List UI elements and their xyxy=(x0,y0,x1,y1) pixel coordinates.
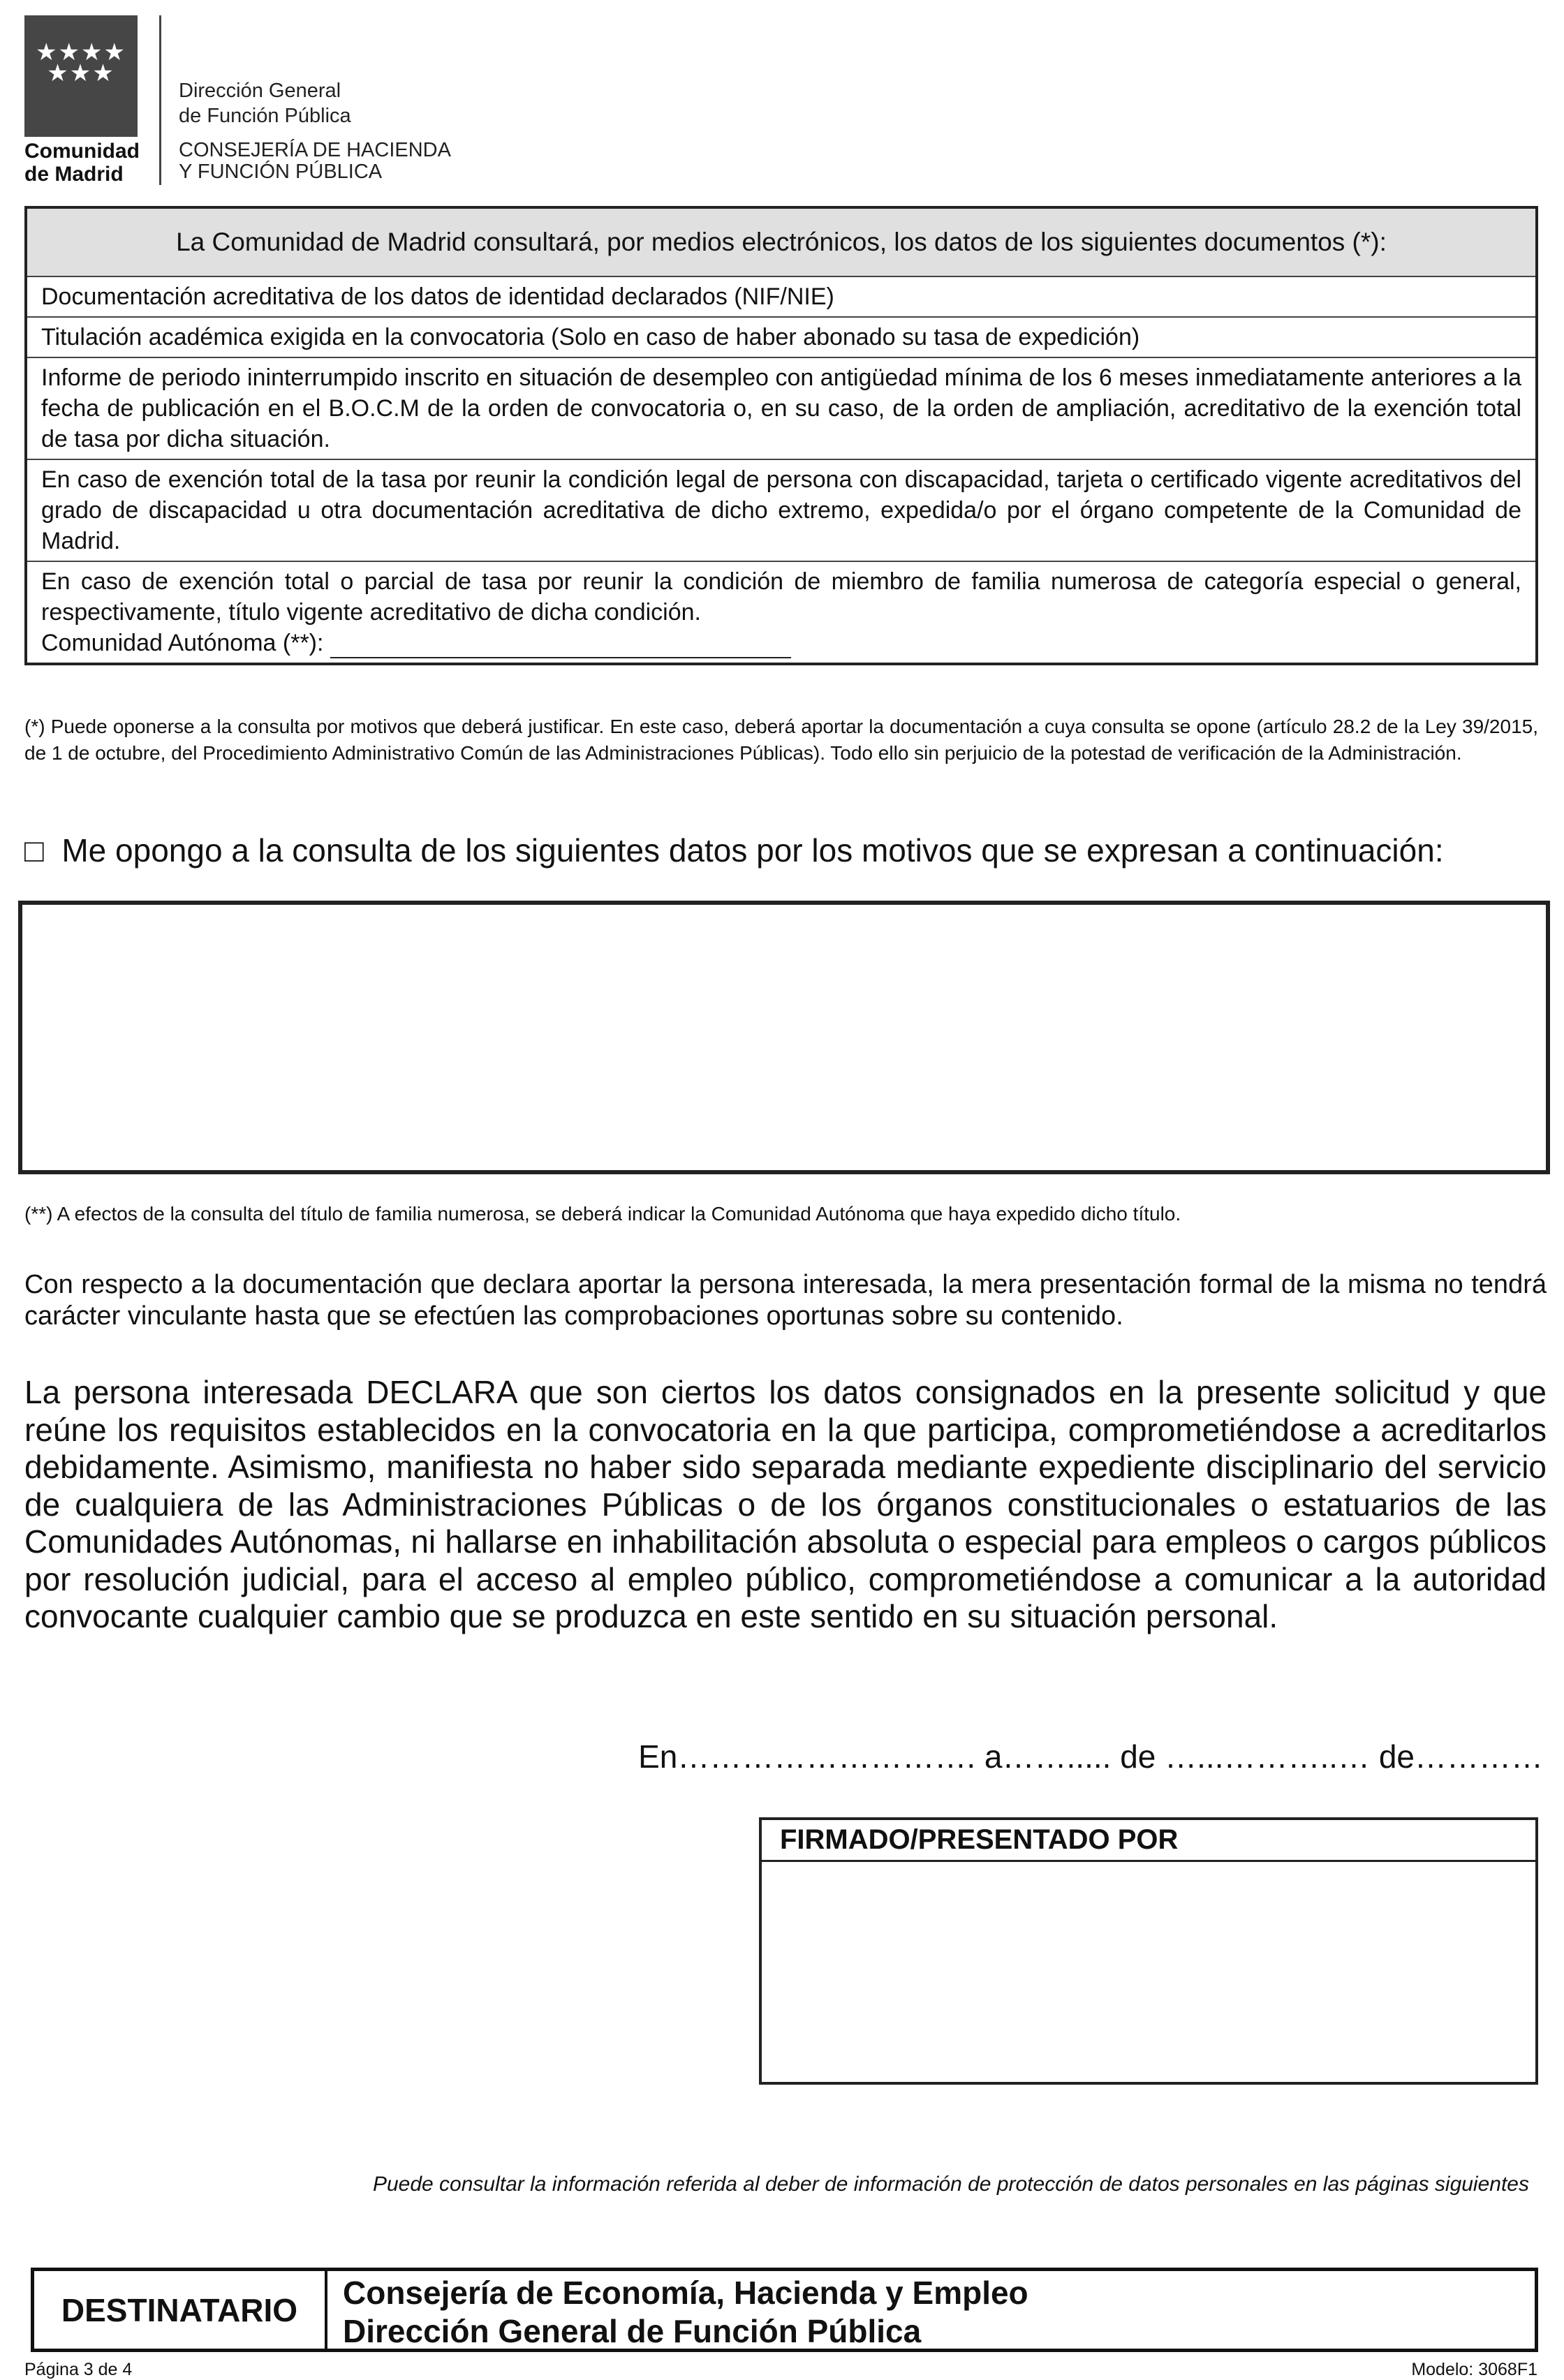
recipient-value xyxy=(327,2271,1028,2349)
page-number: Página 3 de 4 xyxy=(24,2360,133,2379)
recipient-line2: Dirección General de Función Pública xyxy=(343,2313,922,2349)
dept-line1: Dirección General xyxy=(179,80,341,102)
logo-line1: Comunidad xyxy=(24,140,140,163)
ccaa-label: Comunidad Autónoma (**): xyxy=(41,630,324,656)
documentation-notice: Con respecto a la documentación que declara aportar la persona interesada, la mera presentación formal de la misma no tendrá carácter vinculante hasta que se efectúen las comprobaciones oportunas sobre su contenido. xyxy=(24,1270,1547,1331)
place-date-field[interactable]: En………………………. a……..... de …...………..… de………… xyxy=(638,1738,1543,1775)
privacy-note: Puede consultar la información referida al deber de información de protección de datos personales en las páginas siguientes xyxy=(372,2173,1529,2196)
logo-divider xyxy=(159,15,161,185)
ccaa-input[interactable] xyxy=(330,633,791,658)
table-row: Informe de periodo ininterrumpido inscrito en situación de desempleo con antigüedad mínima de los 6 meses inmediatamente anteriores a la fecha de publicación en el B.O.C.M de la orden de convocatoria o, en su caso, de la orden de ampliación, acreditativo de la exención total de tasa por dicha situación. xyxy=(26,357,1537,459)
cons-line1: CONSEJERÍA DE HACIENDA xyxy=(179,139,451,161)
declaration-text: La persona interesada DECLARA que son ciertos los datos consignados en la presente solicitud y que reúne los requisitos establecidos en la convocatoria en la que participa, comprometiéndose a acreditarlos debidamente. Asimismo, manifiesta no haber sido separada mediante expediente disciplinario del servicio de cualquiera de las Administraciones Públicas o de los órganos constitucionales o estatuarios de las Comunidades Autónomas, ni hallarse en inhabilitación absoluta o especial para empleos o cargos públicos por resolución judicial, para el acceso al empleo público, comprometiéndose a comunicar a la autoridad convocante cualquier cambio que se produzca en este sentido en su situación personal. xyxy=(24,1374,1547,1634)
logo-text xyxy=(24,140,140,186)
signature-header: FIRMADO/PRESENTADO POR xyxy=(762,1820,1535,1862)
dept-line2: de Función Pública xyxy=(179,105,351,127)
cons-line2: Y FUNCIÓN PÚBLICA xyxy=(179,161,383,183)
oppose-label: Me opongo a la consulta de los siguientes datos por los motivos que se expresan a continuación: xyxy=(61,832,1444,869)
table-row: En caso de exención total de la tasa por reunir la condición legal de persona con discapacidad, tarjeta o certificado vigente acreditativos del grado de discapacidad u otra documentación acreditativa de dicho extremo, expedida/o por el órgano competente de la Comunidad de Madrid. xyxy=(26,459,1537,561)
family-text: En caso de exención total o parcial de tasa por reunir la condición de miembro de familia numerosa de categoría especial o general, respectivamente, título vigente acreditativo de dicha condición. xyxy=(41,568,1521,626)
recipient-label: DESTINATARIO xyxy=(34,2271,327,2349)
model-number: Modelo: 3068F1 xyxy=(1411,2360,1537,2379)
documents-table xyxy=(24,206,1538,665)
stars-icon: ★★★★ ★★★ xyxy=(36,39,126,87)
signature-box[interactable] xyxy=(759,1817,1538,2085)
table-row: Titulación académica exigida en la convocatoria (Solo en caso de haber abonado su tasa de expedición) xyxy=(26,317,1537,357)
oppose-checkbox[interactable]: □ xyxy=(24,832,44,869)
ministry-name xyxy=(179,140,451,183)
table-row xyxy=(26,561,1537,664)
footnote-large-family: (**) A efectos de la consulta del título de familia numerosa, se deberá indicar la Comunidad Autónoma que haya expedido dicho título. xyxy=(24,1203,1181,1225)
table-row: Documentación acreditativa de los datos de identidad declarados (NIF/NIE) xyxy=(26,276,1537,317)
oppose-option[interactable] xyxy=(24,831,1444,870)
logo-line2: de Madrid xyxy=(24,163,124,186)
recipient-line1: Consejería de Economía, Hacienda y Empleo xyxy=(343,2275,1028,2311)
department-name xyxy=(179,78,351,128)
recipient-box xyxy=(31,2268,1538,2352)
opposition-reasons-textarea[interactable] xyxy=(18,901,1550,1174)
footnote-opposition: (*) Puede oponerse a la consulta por motivos que deberá justificar. En este caso, deberá aportar la documentación a cuya consulta se opone (artículo 28.2 de la Ley 39/2015, de 1 de octubre, del Procedimiento Administrativo Común de las Administraciones Públicas). Todo ello sin perjuicio de la potestad de verificación de la Administración. xyxy=(24,716,1538,764)
table-header: La Comunidad de Madrid consultará, por medios electrónicos, los datos de los siguientes documentos (*): xyxy=(26,207,1537,276)
ccaa-field xyxy=(41,628,1521,658)
